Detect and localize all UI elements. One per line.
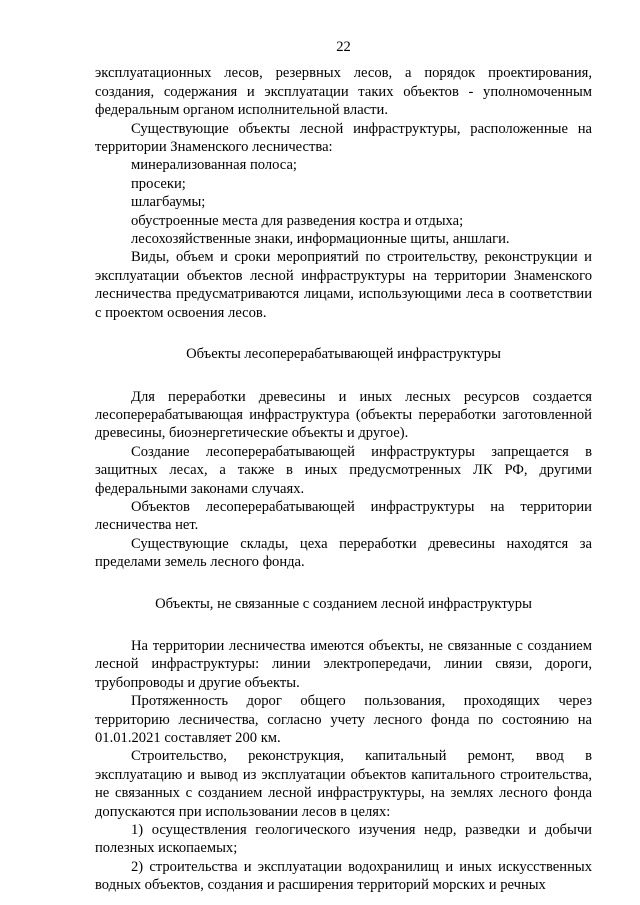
- intro-paragraph: эксплуатационных лесов, резервных лесов, а порядок проектирования, создания, содержания и эксплуатации таких объектов - уполномоченным федеральным органом исполнительной власти.: [95, 65, 592, 119]
- list-item: лесохозяйственные знаки, информационные щиты, аншлаги.: [131, 231, 510, 248]
- paragraph: Создание лесоперерабатывающей инфраструктуры запрещается в защитных лесах, а также в иных предусмотренных ЛК РФ, другими федеральными законами случаях.: [95, 443, 592, 497]
- list-item: минерализованная полоса;: [131, 157, 297, 174]
- list-item: обустроенные места для разведения костра и отдыха;: [131, 212, 464, 229]
- measures-paragraph: Виды, объем и сроки мероприятий по строительству, реконструкции и эксплуатации объектов лесной инфраструктуры на территории Знаменского лесничества предусматриваются лицами, использующими леса в соответствии с проектом освоения лесов.: [95, 249, 592, 321]
- existing-objects-intro: Существующие объекты лесной инфраструктуры, расположенные на территории Знаменского лесничества:: [95, 120, 592, 156]
- document-page: [95, 38, 592, 895]
- section-heading-non-forest-objects: Объекты, не связанные с созданием лесной инфраструктуры: [155, 595, 532, 612]
- paragraph: На территории лесничества имеются объекты, не связанные с созданием лесной инфраструктуры: линии электропередачи, линии связи, дороги, трубопроводы и другие объекты.: [95, 637, 592, 691]
- page-number: 22: [336, 39, 351, 55]
- paragraph: 1) осуществления геологического изучения недр, разведки и добычи полезных ископаемых;: [95, 822, 592, 857]
- section-heading-wood-processing: Объекты лесоперерабатывающей инфраструктуры: [186, 346, 501, 363]
- list-item: шлагбаумы;: [131, 194, 206, 211]
- paragraph: Объектов лесоперерабатывающей инфраструктуры на территории лесничества нет.: [95, 498, 592, 534]
- paragraph: Строительство, реконструкция, капитальный ремонт, ввод в эксплуатацию и вывод из эксплуатации объектов капитального строительства, не связанных с созданием лесной инфраструктуры, на землях лесного фонда допускаются при использовании лесов в целях:: [95, 748, 592, 820]
- paragraph: Для переработки древесины и иных лесных ресурсов создается лесоперерабатывающая инфраструктура (объекты переработки заготовленной древесины, биоэнергетические объекты и другое).: [95, 388, 592, 442]
- paragraph: Существующие склады, цеха переработки древесины находятся за пределами земель лесного фонда.: [95, 535, 592, 571]
- infrastructure-objects-list: [95, 156, 592, 248]
- paragraph: Протяженность дорог общего пользования, проходящих через территорию лесничества, согласно учету лесного фонда по состоянию на 01.01.2021 составляет 200 км.: [95, 693, 592, 746]
- list-item: просеки;: [131, 175, 186, 192]
- paragraph: 2) строительства и эксплуатации водохранилищ и иных искусственных водных объектов, создания и расширения территорий морских и речных: [95, 858, 592, 894]
